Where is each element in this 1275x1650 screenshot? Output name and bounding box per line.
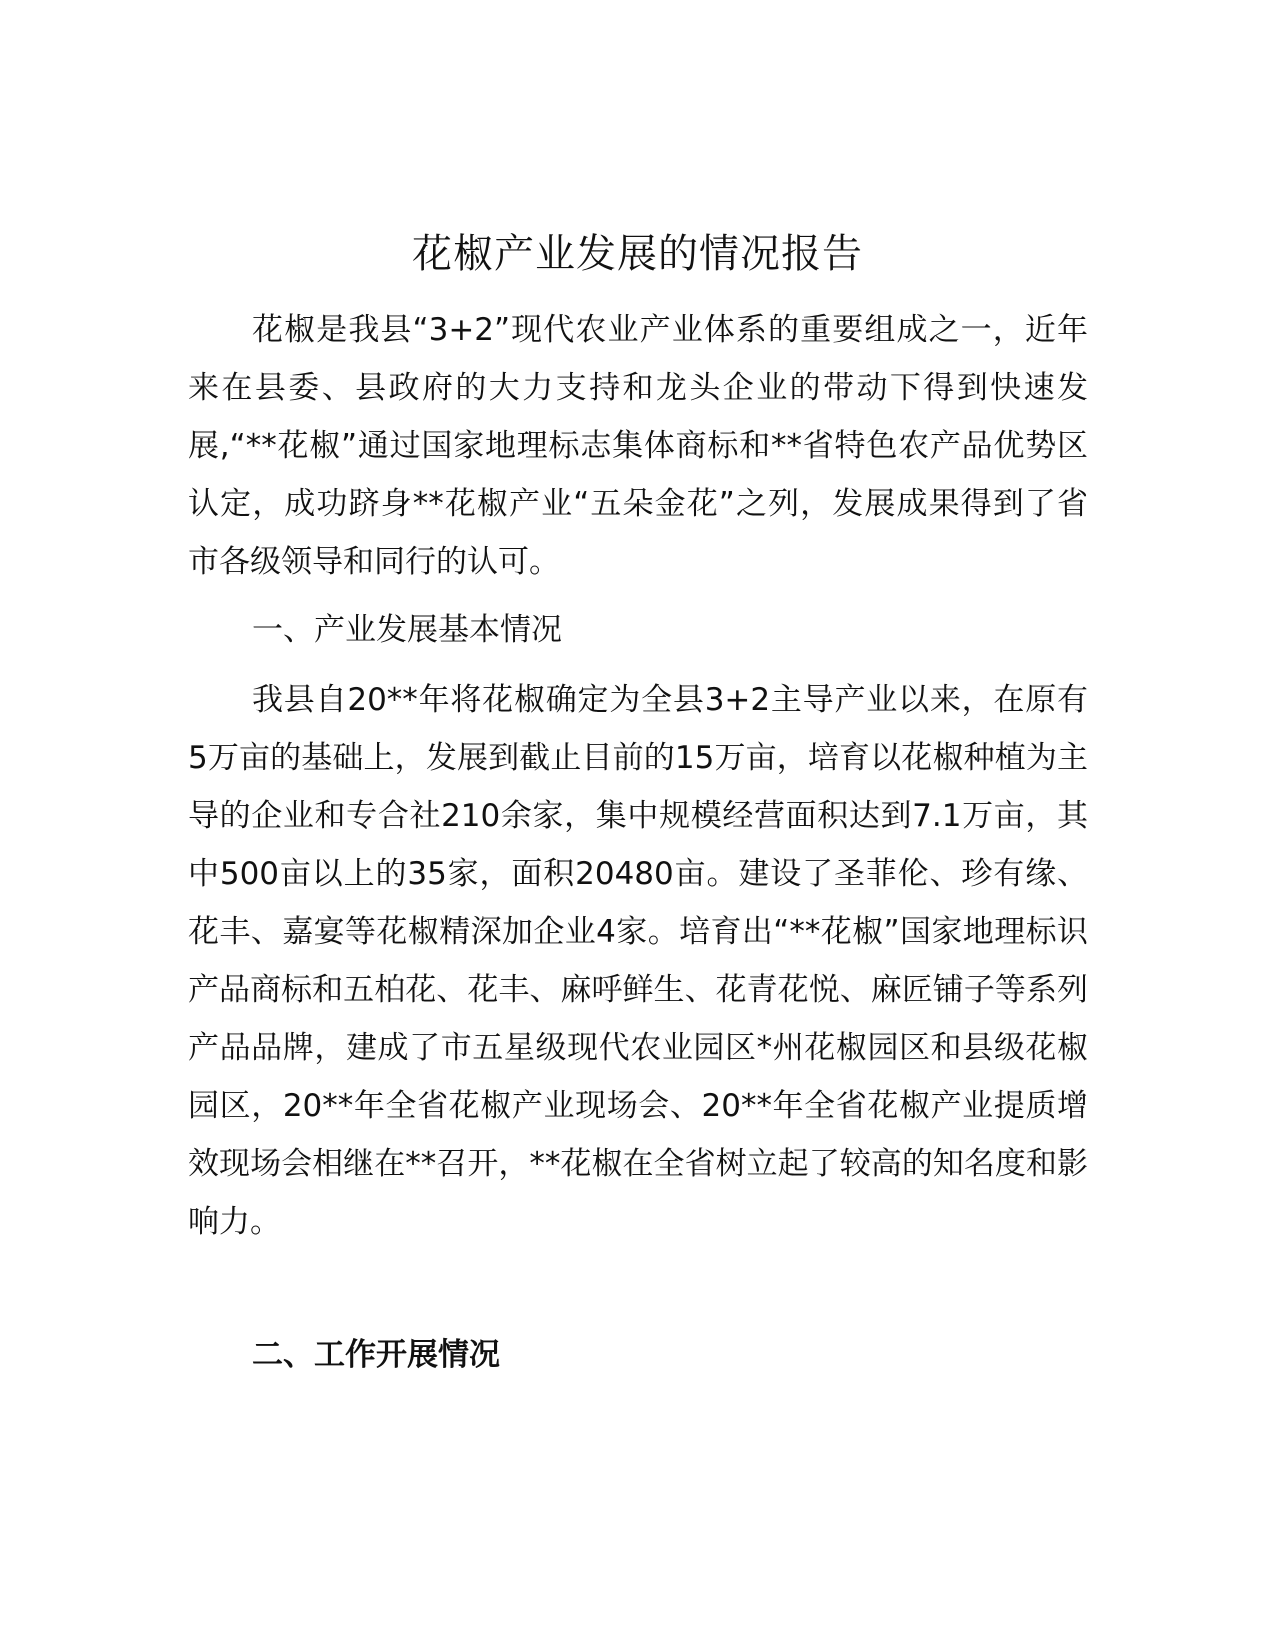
section-1-paragraph: 我县自20**年将花椒确定为全县3+2主导产业以来，在原有5万亩的基础上，发展到截止目前的15万亩，培育以花椒种植为主导的企业和专合社210余家，集中规模经营面积达到7.1万亩，其中500亩以上的35家，面积20480亩。建设了圣菲伦、珍有缘、花丰、嘉宴等花椒精深加企业4家。培育出“**花椒”国家地理标识产品商标和五柏花、花丰、麻呼鲜生、花青花悦、麻匠铺子等系列产品品牌，建成了市五星级现代农业园区*州花椒园区和县级花椒园区，20**年全省花椒产业现场会、20**年全省花椒产业提质增效现场会相继在**召开，**花椒在全省树立起了较高的知名度和影响力。	[188, 682, 1088, 1240]
intro-paragraph: 花椒是我县“3+2”现代农业产业体系的重要组成之一，近年来在县委、县政府的大力支持和龙头企业的带动下得到快速发展,“**花椒”通过国家地理标志集体商标和**省特色农产品优势区认定，成功跻身**花椒产业“五朵金花”之列，发展成果得到了省市各级领导和同行的认可。	[188, 312, 1088, 580]
section-heading-2: 二、工作开展情况	[252, 1337, 500, 1373]
document-title: 花椒产业发展的情况报告	[412, 231, 863, 277]
section-heading-1: 一、产业发展基本情况	[252, 612, 562, 648]
